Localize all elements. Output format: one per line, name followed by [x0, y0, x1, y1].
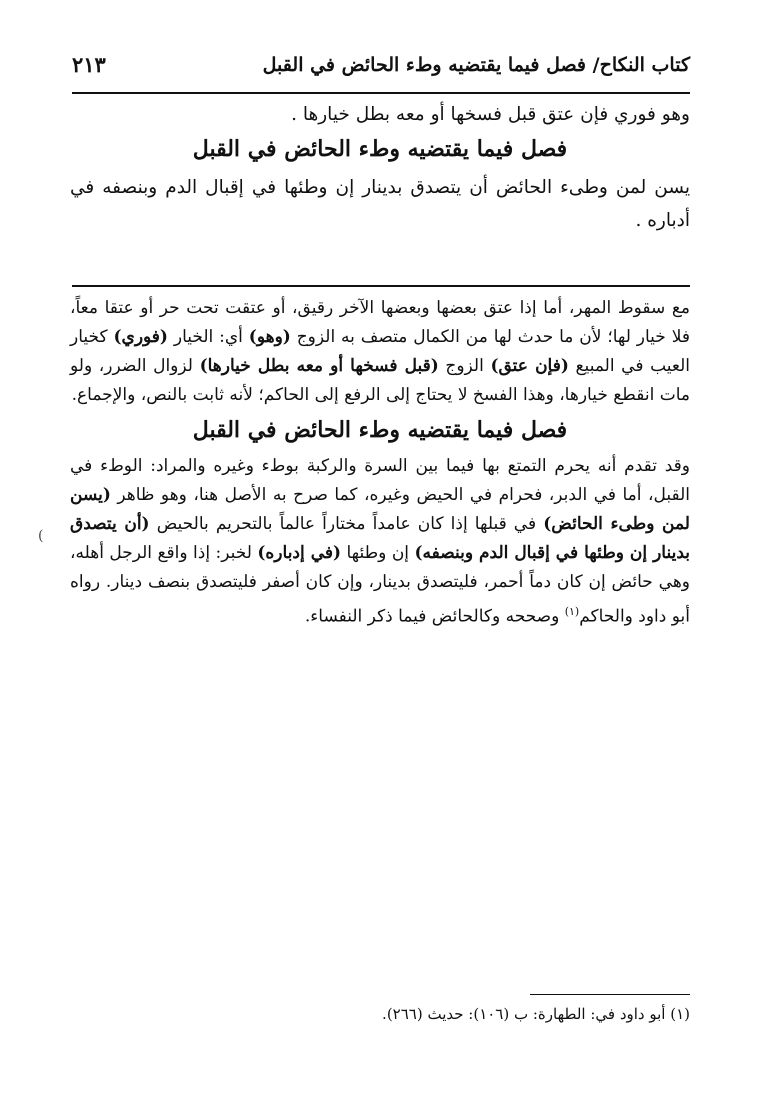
text-run: مع سقوط المهر، أما إذا عتق بعضها وبعضها الآخر رقيق، أو عتقت تحت حر أو عتقا معاً، فلا خيار لها؛ لأن ما حدث لها من الكمال متصف به الزوج: [70, 298, 690, 347]
text-run: وقد تقدم أنه يحرم التمتع بها فيما بين السرة والركبة بوطء وغيره والمراد: الوطء في القبل، أما في الدبر، فحرام في الحيض وغيره، كما صرح به الأصل هنا، وهو ظاهر: [70, 456, 690, 505]
bold-matn-quote: (يسن لمن وطىء الحائض): [70, 485, 690, 534]
bold-matn-quote: (فإن عتق): [490, 356, 569, 376]
section-divider: [72, 285, 690, 287]
sharh-paragraph-2: [70, 452, 690, 632]
matn-heading: فصل فيما يقتضيه وطء الحائض في القبل: [192, 136, 568, 162]
bold-matn-quote: (في إدباره): [257, 543, 342, 563]
text-run: كخيار العيب في المبيع: [70, 327, 690, 376]
matn-paragraph: يسن لمن وطىء الحائض أن يتصدق بدينار إن وطئها في إقبال الدم وبنصفه في أدباره .: [70, 177, 690, 231]
bold-matn-quote: (قبل فسخها أو معه بطل خيارها): [199, 356, 439, 376]
text-run: إن وطئها: [341, 543, 415, 563]
text-run: أي: الخيار: [167, 327, 249, 347]
matn-line: وهو فوري فإن عتق قبل فسخها أو معه بطل خيارها .: [291, 104, 690, 125]
text-run: وصححه وكالحائض فيما ذكر النفساء.: [304, 606, 565, 627]
matn-section: [70, 98, 690, 237]
text-run: في قبلها إذا كان عامداً مختاراً عالماً بالتحريم بالحيض: [149, 514, 544, 534]
bold-matn-quote: (وهو): [248, 327, 291, 347]
margin-mark: (: [38, 528, 44, 544]
bold-matn-quote: (أن يتصدق بدينار إن وطئها في إقبال الدم وبنصفه): [70, 514, 690, 563]
running-title: كتاب النكاح/ فصل فيما يقتضيه وطء الحائض في القبل: [262, 54, 690, 76]
footnote-section: [70, 1002, 690, 1026]
page-number: ٢١٣: [72, 52, 106, 77]
bold-matn-quote: (فوري): [113, 327, 168, 347]
text-run: الزوج: [438, 356, 491, 376]
text-run: لزوال الضرر، ولو مات انقطع خيارها، وهذا الفسخ لا يحتاج إلى الرفع إلى الحاكم؛ لأنه ثابت بالنص، والإجماع.: [70, 356, 690, 405]
footnote-rule: [530, 994, 690, 995]
sharh-paragraph-1: [70, 294, 690, 410]
page-header: [70, 50, 690, 90]
sharh-heading: فصل فيما يقتضيه وطء الحائض في القبل: [192, 417, 568, 443]
text-run: لخبر: إذا واقع الرجل أهله، وهي حائض إن كان دماً أحمر، فليتصدق بدينار، وإن كان أصفر فليتصدق بنصف دينار. رواه أبو داود والحاكم: [70, 543, 690, 627]
header-rule: [72, 92, 690, 94]
sharh-section: [70, 294, 690, 632]
footnote-ref: (١): [564, 605, 580, 618]
footnote: (١) أبو داود في: الطهارة: ب (١٠٦): حديث (٢٦٦).: [382, 1005, 690, 1023]
